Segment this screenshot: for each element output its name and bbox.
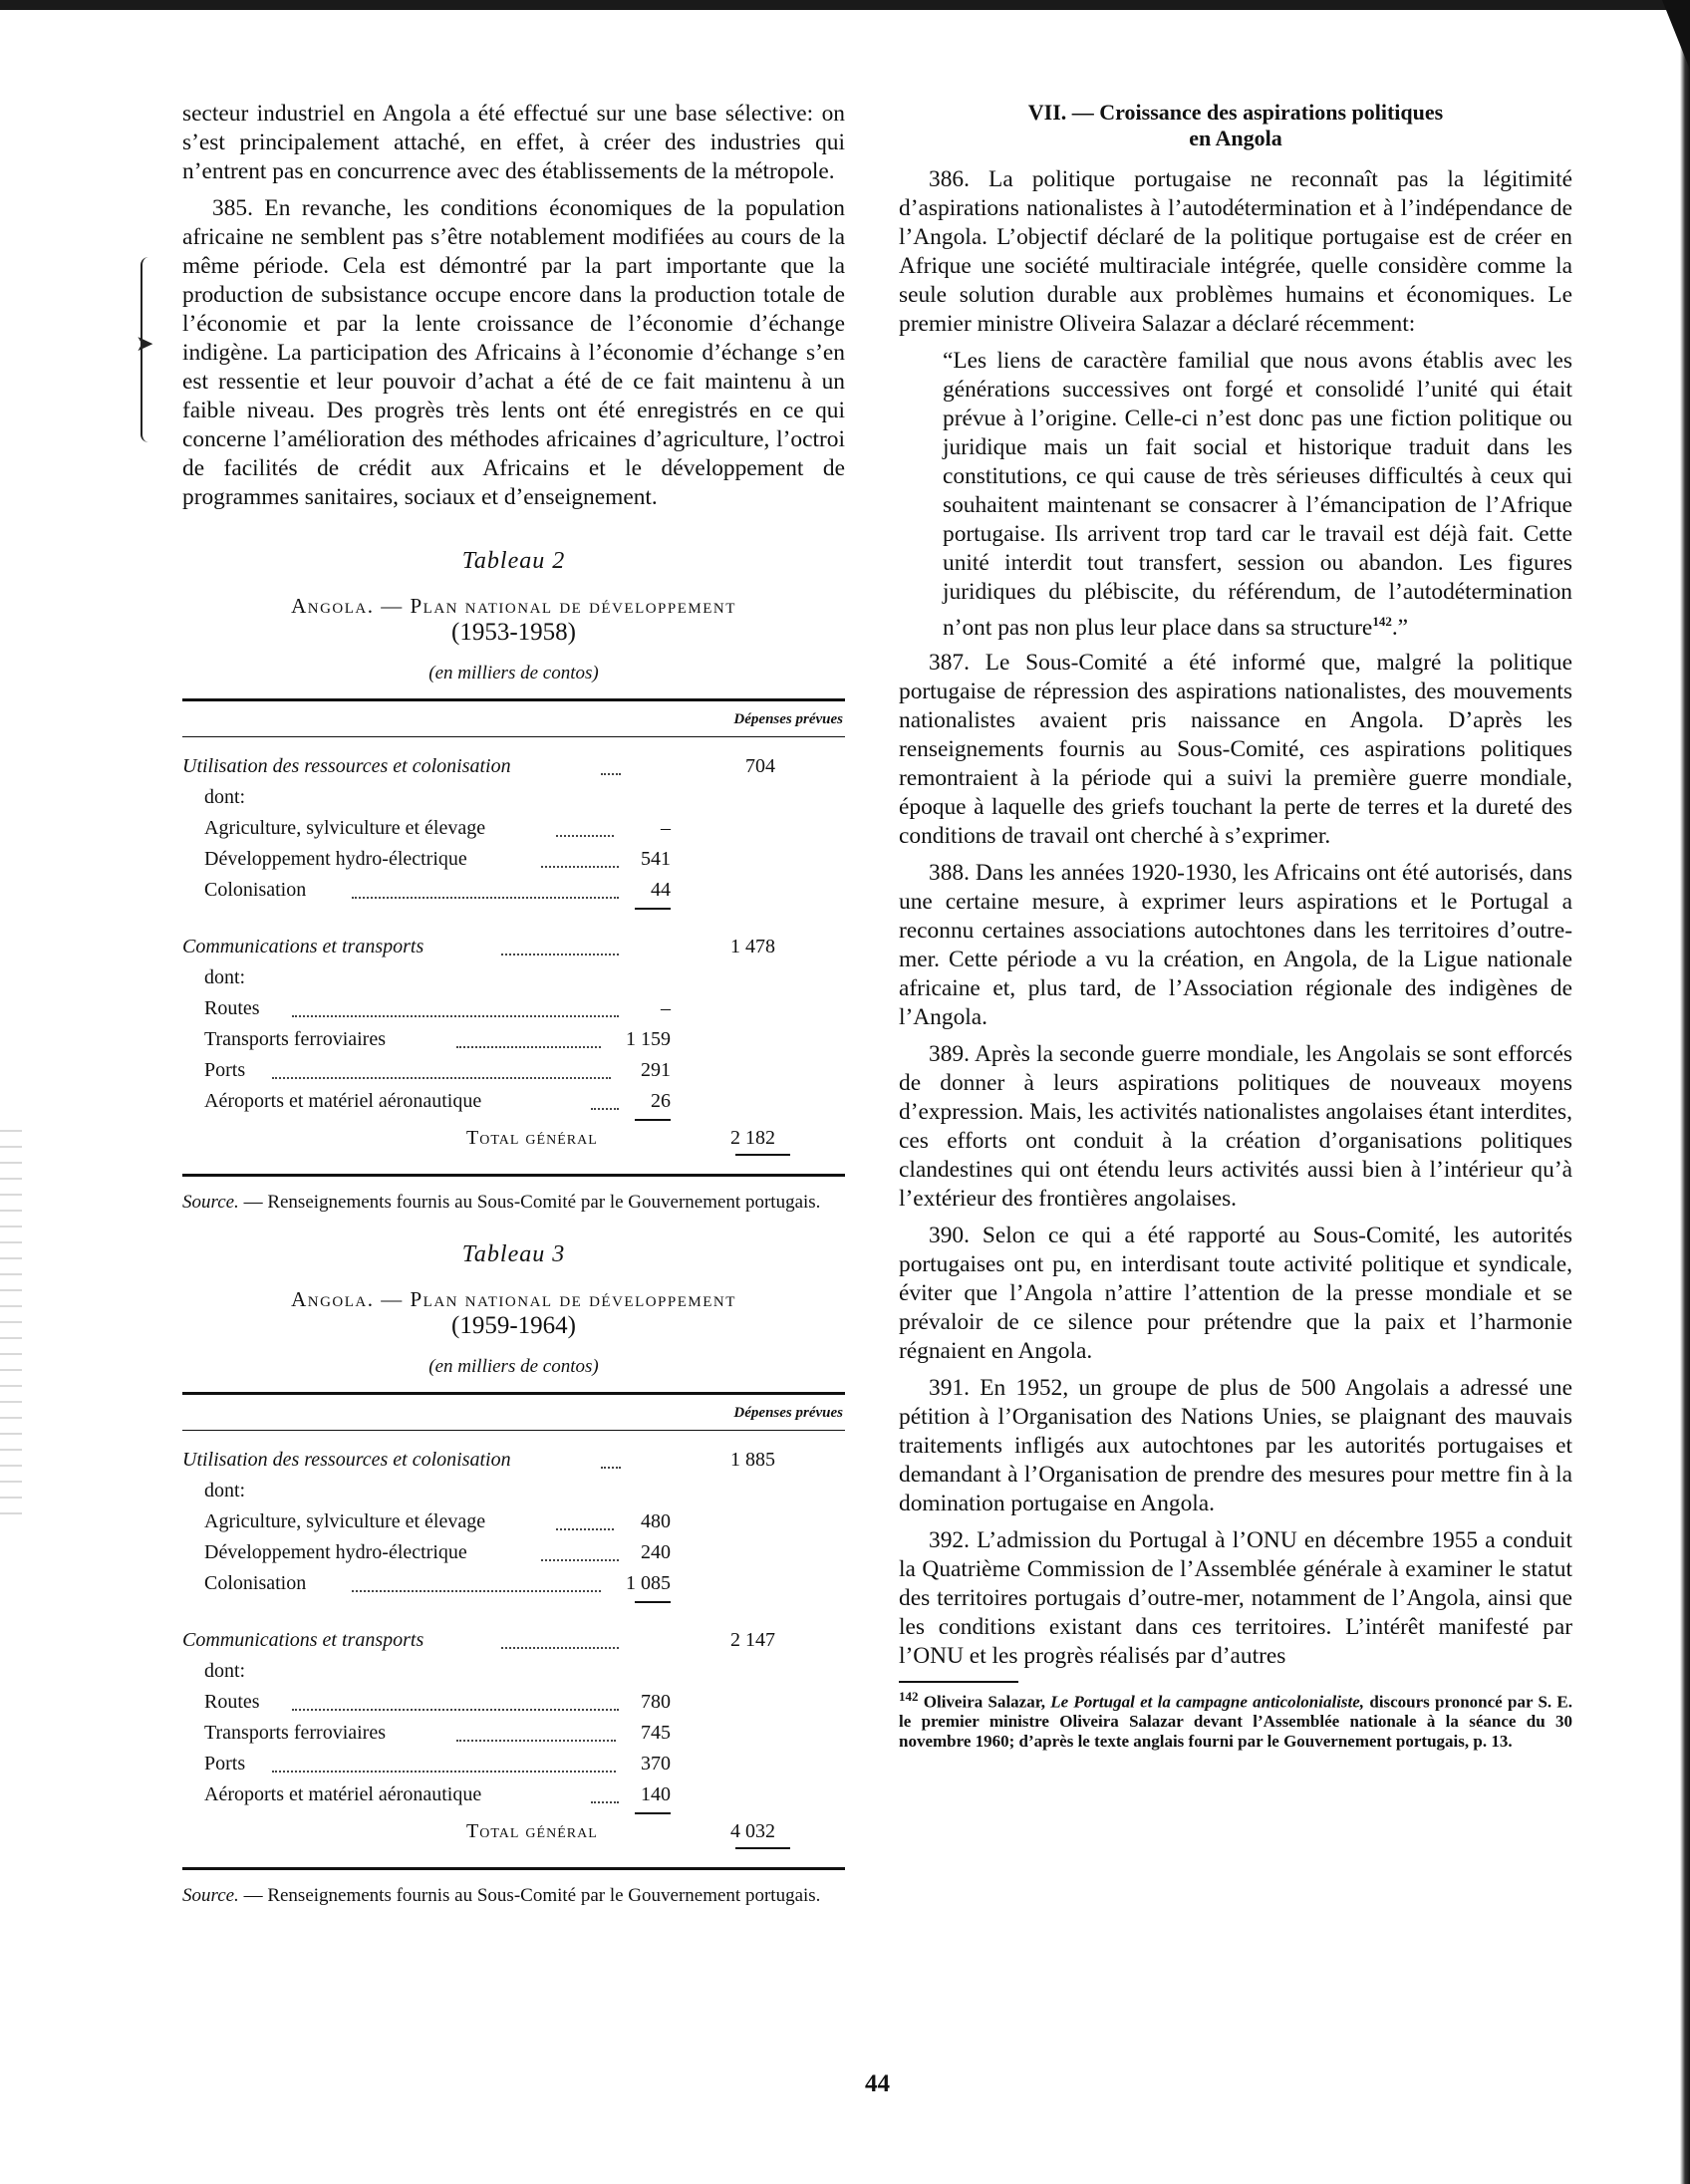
table-3-r3-value: 1 085 (626, 1572, 671, 1594)
table-row (182, 1656, 845, 1687)
scan-edge-top (0, 0, 1690, 10)
dot-leader (272, 1075, 611, 1079)
table-3-years: (1959-1964) (451, 1312, 576, 1339)
table-2-title-country: Angola. (291, 594, 375, 618)
table-2-r6-label: Ports (204, 1059, 246, 1081)
dot-leader (556, 1526, 614, 1530)
dot-leader (601, 1465, 621, 1469)
table-2-label: Tableau 2 (461, 548, 566, 574)
table-2-source (182, 1191, 845, 1214)
table-2-title-dash: — (374, 594, 411, 618)
quote-text: “Les liens de caractère familial que nous avons établis avec les générations successives ont forgé et consolidé l’unité qui était prévue à l’origine. Celle-ci n’est donc pas une fiction politique ou juridique mais un fait social et historique traduit dans les constitutions, ce qui cause de très sérieuses difficultés à ceux qui souhaitent maintenant se consacrer à l’émancipation de l’Afrique portugaise. Ils arrivent trop tard car le travail est déjà fait. Cette unité interdit tout transfert, session ou abandon. Les figures juridiques du plébiscite, du référendum, de l’autodétermination n’ont pas non plus leur place dans sa structure (943, 348, 1572, 641)
table-3-total-value: 4 032 (730, 1820, 775, 1842)
scan-corner-shadow (1662, 0, 1690, 70)
table-3-r2-value: 240 (641, 1541, 671, 1563)
table-3-r4-value: 780 (641, 1691, 671, 1713)
table-2-dont-2: dont: (204, 966, 246, 988)
table-2-r7-value: 26 (651, 1090, 671, 1112)
table-2-col-header: Dépenses prévues (182, 701, 845, 737)
table-3-bottom-rule (182, 1867, 845, 1870)
table-row (182, 751, 845, 782)
table-row (182, 932, 845, 962)
table-3-r5-label: Transports ferroviaires (204, 1722, 387, 1744)
table-3-r4-label: Routes (204, 1691, 260, 1713)
table-2 (182, 548, 845, 1214)
table-row (182, 1779, 845, 1810)
table-3-cat1-label: Utilisation des ressources et colonisation (182, 1449, 511, 1471)
table-3-source (182, 1884, 845, 1907)
table-row (182, 1816, 845, 1847)
table-row (182, 993, 845, 1024)
footnote-142 (899, 1687, 1572, 1753)
table-3-cat2-value: 2 147 (730, 1629, 775, 1651)
table-3-source-text: — Renseignements fournis au Sous-Comité par le Gouvernement portugais. (238, 1885, 821, 1906)
table-row (182, 1749, 845, 1779)
dot-leader (591, 1799, 619, 1803)
quote-end: .” (1391, 614, 1409, 641)
dot-leader (601, 771, 621, 775)
table-row (182, 1568, 845, 1599)
paragraph-388: 388. Dans les années 1920-1930, les Africains ont été autorisés, dans une certaine mesure, à exprimer leurs aspirations et le Portugal a reconnu certaines associations autochtones dans les territoires d’outre-mer. Cette période a vu la création, en Angola, de la Ligue nationale africaine et, plus tard, de l’Association régionale des indigènes de l’Angola. (899, 859, 1572, 1030)
footnote-post: discours prononcé par S. E. le premier ministre Oliveira Salazar devant l’Assemblée nationale à la séance du 30 novembre 1960; d’après le texte anglais fourni par le Gouvernement portugais, p. 13. (899, 1692, 1572, 1752)
table-3-r7-label: Aéroports et matériel aéronautique (204, 1783, 482, 1805)
section-heading (899, 100, 1572, 151)
table-2-r1-label: Agriculture, sylviculture et élevage (204, 817, 486, 839)
table-row (182, 1476, 845, 1506)
table-row (182, 844, 845, 875)
table-2-source-label: Source. (182, 1192, 239, 1213)
subtotal-rule (635, 1601, 671, 1603)
table-row (182, 1055, 845, 1086)
table-row (182, 1445, 845, 1476)
subtotal-rule (635, 908, 671, 910)
dot-leader (501, 952, 619, 956)
footnote-title: Le Portugal et la campagne anticolonialiste, (1050, 1692, 1365, 1712)
table-3-total-label: Total général (466, 1820, 598, 1842)
table-2-r6-value: 291 (641, 1059, 671, 1081)
table-2-bottom-rule (182, 1174, 845, 1177)
table-row (182, 782, 845, 813)
table-3-title (182, 1286, 845, 1312)
table-row (182, 1718, 845, 1749)
table-2-r3-value: 44 (651, 879, 671, 901)
table-2-r4-value: – (661, 997, 671, 1019)
dot-leader (292, 1013, 619, 1017)
paragraph-intro: secteur industriel en Angola a été effectué sur une base sélective: on s’est principalement attaché, en effet, à créer des industries qui n’entrent pas en concurrence avec des établissements de la métropole. (182, 101, 845, 184)
table-3-col-header: Dépenses prévues (182, 1395, 845, 1431)
table-3-r3-label: Colonisation (204, 1572, 307, 1594)
dot-leader (292, 1707, 619, 1711)
scan-edge-right (1680, 0, 1690, 2184)
paragraph-385: 385. En revanche, les conditions économiques de la population africaine ne semblent pas s’être notablement modifiées au cours de la même période. Cela est démontré par la part importante que la production de subsistance occupe encore dans la production totale de l’économie et par la lente croissance de l’économie d’échange indigène. La participation des Africains à l’économie d’échange s’en est ressentie et leur pouvoir d’achat a été de ce fait maintenu à un faible niveau. Des progrès très lents ont été enregistrés en ce qui concerne l’amélioration des méthodes africaines d’agriculture, l’octroi de facilités de crédit aux Africains et le développement de programmes sanitaires, sociaux et d’enseignement. (182, 195, 845, 510)
table-2-r4-label: Routes (204, 997, 260, 1019)
table-3-r5-value: 745 (641, 1722, 671, 1744)
table-3-r7-value: 140 (641, 1783, 671, 1805)
table-3-r1-value: 480 (641, 1510, 671, 1532)
table-row (182, 813, 845, 844)
dot-leader (456, 1044, 601, 1048)
paragraph-392: 392. L’admission du Portugal à l’ONU en décembre 1955 a conduit la Quatrième Commission de l’Assemblée générale à examiner le statut des territoires portugais d’outre-mer, notamment de l’Angola, ainsi que les conditions existant dans ces territoires. L’intérêt manifesté par l’ONU et les progrès réalisés par d’autres (899, 1526, 1572, 1669)
paragraph-386: 386. La politique portugaise ne reconnaît pas la légitimité d’aspirations nationalistes à l’autodétermination et à l’indépendance de l’Angola. L’objectif déclaré de la politique portugaise est de créer en Afrique une société multiraciale intégrée, quelle considère comme la seule solution durable aux problèmes humains et économiques. Le premier ministre Oliveira Salazar a déclaré récemment: (899, 166, 1572, 337)
dot-leader (272, 1769, 616, 1773)
section-heading-line1: VII. — Croissance des aspirations politiques (1027, 100, 1444, 125)
table-3-dont-2: dont: (204, 1660, 246, 1682)
table-3-r1-label: Agriculture, sylviculture et élevage (204, 1510, 486, 1532)
table-2-r2-value: 541 (641, 848, 671, 870)
table-2-cat1-label: Utilisation des ressources et colonisation (182, 755, 511, 777)
paragraph-390: 390. Selon ce qui a été rapporté au Sous-Comité, les autorités portugaises ont pu, en interdisant toute activité politique et syndicale, éviter que l’Angola n’attire l’attention de la presse mondiale et se prévaloir de ce silence pour prétendre que la paix et l’harmonie régnaient en Angola. (899, 1222, 1572, 1364)
table-3-source-label: Source. (182, 1885, 239, 1906)
table-2-r5-value: 1 159 (626, 1028, 671, 1050)
table-2-r5-label: Transports ferroviaires (204, 1028, 387, 1050)
section-heading-line2: en Angola (1189, 126, 1282, 150)
right-column (899, 100, 1572, 1752)
total-rule (735, 1847, 790, 1849)
table-3-r6-value: 370 (641, 1753, 671, 1774)
table-2-r2-label: Développement hydro-électrique (204, 848, 467, 870)
left-column (182, 100, 845, 1907)
table-2-units: (en milliers de contos) (428, 663, 599, 683)
table-row (182, 1086, 845, 1117)
table-2-cat2-label: Communications et transports (182, 936, 424, 957)
footnote-ref-142[interactable]: 142 (1372, 614, 1392, 629)
table-2-r1-value: – (661, 817, 671, 839)
dot-leader (591, 1106, 619, 1110)
table-3-dont-1: dont: (204, 1480, 246, 1502)
dot-leader (456, 1738, 616, 1742)
dot-leader (556, 833, 614, 837)
paragraph-391: 391. En 1952, un groupe de plus de 500 Angolais a adressé une pétition à l’Organisation des Nations Unies, se plaignant des mauvais traitements infligés aux autochtones par les autorités portugaises et demandant à l’Organisation de prendre des mesures pour mettre fin à la domination portugaise en Angola. (899, 1374, 1572, 1516)
table-2-total-value: 2 182 (730, 1127, 775, 1149)
table-2-title-rest: Plan national de développement (410, 594, 736, 618)
table-3-label: Tableau 3 (461, 1241, 566, 1267)
table-row (182, 1625, 845, 1656)
dot-leader (541, 864, 619, 868)
table-3-r2-label: Développement hydro-électrique (204, 1541, 467, 1563)
total-rule (735, 1154, 790, 1156)
table-2-source-text: — Renseignements fournis au Sous-Comité par le Gouvernement portugais. (238, 1192, 821, 1213)
table-3-title-rest: Plan national de développement (410, 1287, 736, 1311)
table-3-title-country: Angola. (291, 1287, 375, 1311)
subtotal-rule (635, 1812, 671, 1814)
table-2-r3-label: Colonisation (204, 879, 307, 901)
table-3-cat1-value: 1 885 (730, 1449, 775, 1471)
paragraph-387: 387. Le Sous-Comité a été informé que, malgré la politique portugaise de répression des aspirations nationalistes, des mouvements nationalistes avaient pris naissance en Angola. D’après les renseignements fournis au Sous-Comité, ces aspirations politiques remontraient à la période qui a suivi la première guerre mondiale, époque à laquelle des griefs touchant la perte de terres et la dureté des conditions de travail ont cherché à s’exprimer. (899, 649, 1572, 849)
scan-noise-left (0, 1116, 22, 1514)
table-3-units: (en milliers de contos) (428, 1356, 599, 1377)
table-2-total-label: Total général (466, 1127, 598, 1149)
paragraph-389: 389. Après la seconde guerre mondiale, les Angolais se sont efforcés de donner à leurs aspirations politiques de nouveaux moyens d’expression. Mais, les activités nationalistes angolaises étant interdites, ces efforts ont conduit à la création d’organisations politiques clandestines qui ont étendu leurs activités aussi bien à l’intérieur qu’à l’extérieur des frontières angolaises. (899, 1040, 1572, 1212)
table-row (182, 1506, 845, 1537)
table-2-cat2-value: 1 478 (730, 936, 775, 957)
page-number: 44 (865, 2070, 890, 2097)
table-2-dont-1: dont: (204, 786, 246, 808)
table-2-cat1-value: 704 (745, 755, 775, 777)
table-3-title-dash: — (374, 1287, 411, 1311)
table-row (182, 1024, 845, 1055)
dot-leader (541, 1557, 619, 1561)
table-3-cat2-label: Communications et transports (182, 1629, 424, 1651)
table-3 (182, 1241, 845, 1907)
table-row (182, 1687, 845, 1718)
table-2-r7-label: Aéroports et matériel aéronautique (204, 1090, 482, 1112)
subtotal-rule (635, 1119, 671, 1121)
dot-leader (501, 1645, 619, 1649)
footnote-rule (899, 1681, 1018, 1683)
margin-arrow-icon: ➤ (136, 331, 154, 356)
footnote-number: 142 (899, 1688, 919, 1704)
table-row (182, 962, 845, 993)
dot-leader (352, 895, 619, 899)
table-row (182, 1537, 845, 1568)
table-2-years: (1953-1958) (451, 619, 576, 646)
dot-leader (352, 1588, 601, 1592)
table-3-r6-label: Ports (204, 1753, 246, 1774)
table-row (182, 875, 845, 906)
footnote-pre: Oliveira Salazar, (918, 1692, 1051, 1712)
table-row (182, 1123, 845, 1154)
salazar-quote (943, 347, 1572, 643)
table-2-title (182, 593, 845, 619)
